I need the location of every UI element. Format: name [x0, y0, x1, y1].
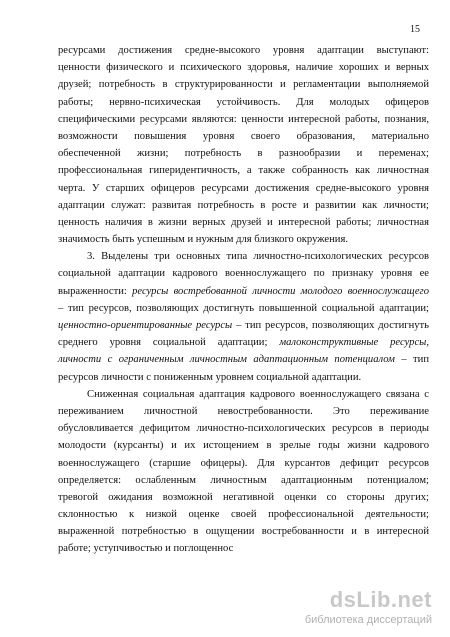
italic-text-segment: личности с ограниченным личностным адаптационным потенциалом	[58, 354, 395, 366]
body-text	[58, 42, 429, 558]
text-segment: ценности физического и психического здоровья, наличие хороших и верных	[58, 62, 429, 74]
text-line	[58, 369, 429, 386]
text-line	[58, 283, 429, 300]
text-segment: 3. Выделены три основных типа личностно-психологических ресурсов	[87, 251, 429, 263]
watermark-caption: библиотека диссертаций	[304, 614, 432, 626]
italic-text-segment: ценностно-ориентированные ресурсы	[58, 320, 233, 331]
text-segment: профессиональная гиперидентичность, а также собранность как личностная	[58, 165, 429, 177]
text-segment: работы; нервно-психическая устойчивость. Для молодых офицеров	[58, 96, 429, 108]
text-segment: переживанием личностной невостребованности. Это переживание	[58, 405, 429, 417]
text-line	[58, 317, 429, 334]
text-segment: обеспеченной жизни; потребность в разнообразии и переменах;	[58, 148, 429, 160]
text-line	[58, 455, 429, 472]
text-segment: – тип	[394, 354, 430, 366]
text-line	[58, 248, 429, 265]
italic-text-segment: малоконструктивные ресурсы,	[279, 337, 430, 349]
text-segment: значимость быть успешным и нужным для близкого окружения.	[58, 234, 348, 246]
text-segment: работе; уступчивостью и поглощеннос	[58, 543, 234, 555]
text-segment: друзей; потребность в структурированности и регламентации выполняемой	[58, 79, 429, 91]
watermark-logo: dsLib.net	[329, 587, 432, 612]
text-segment: – тип ресурсов, позволяющих достигнуть	[232, 320, 430, 331]
text-segment: среднего уровня социальной адаптации;	[58, 337, 280, 349]
text-segment: адаптации служат: развитая потребность в росте и развитии как личности;	[58, 199, 429, 211]
text-segment: ресурсов личности с пониженным уровнем социальной адаптации.	[58, 371, 362, 383]
text-segment: социальной адаптации кадрового военнослужащего по признаку уровня ее	[58, 268, 429, 280]
text-line	[58, 403, 429, 420]
text-segment: обусловливается дефицитом личностно-психологических ресурсов в периоды	[58, 423, 429, 435]
text-segment: военнослужащего (старшие офицеры). Для курсантов дефицит ресурсов	[58, 457, 429, 469]
text-segment: Сниженная социальная адаптация кадрового военнослужащего связана с	[87, 388, 429, 400]
text-line	[58, 300, 429, 317]
text-line	[58, 76, 429, 93]
text-segment: возможности повышения уровня своего образования, материально	[58, 130, 429, 142]
text-line	[58, 59, 429, 76]
text-line	[58, 214, 429, 231]
text-line	[58, 386, 429, 403]
text-segment: склонностью к низкой оценке своей профессиональной деятельности;	[58, 509, 429, 521]
text-segment: тревогой ожидания возможной негативной оценки со стороны других;	[58, 491, 429, 503]
text-segment: выраженности:	[58, 285, 133, 297]
text-segment: черта. У старших офицеров ресурсами достижения средне-высокого уровня	[58, 182, 429, 194]
text-segment: ресурсами достижения средне-высокого уровня адаптации выступают:	[58, 45, 429, 56]
text-line	[58, 420, 429, 437]
text-segment: ценность наличия в жизни верных друзей и интересной работы; личностная	[58, 216, 429, 228]
page-number: 15	[410, 24, 420, 35]
text-line	[58, 111, 429, 128]
text-line	[58, 472, 429, 489]
text-line	[58, 197, 429, 214]
text-line	[58, 489, 429, 506]
text-line	[58, 506, 429, 523]
watermark	[288, 587, 438, 631]
text-line	[58, 162, 429, 179]
text-segment: определяется: ослабленным личностным адаптационным потенциалом;	[58, 474, 429, 486]
text-line	[58, 94, 429, 111]
italic-text-segment: ресурсы востребованной личности молодого военнослужащего	[132, 285, 429, 297]
text-line	[58, 42, 429, 59]
text-line	[58, 540, 429, 557]
text-line	[58, 231, 429, 248]
text-line	[58, 128, 429, 145]
text-segment: выраженной потребностью в ощущении востребованности и в интересной	[58, 526, 429, 538]
text-line	[58, 180, 429, 197]
text-line	[58, 145, 429, 162]
text-line	[58, 523, 429, 540]
text-line	[58, 437, 429, 454]
text-line	[58, 265, 429, 282]
text-segment: специфическими ресурсами являются: ценности интересной работы, познания,	[58, 113, 429, 125]
text-segment: – тип ресурсов, позволяющих достигнуть повышенной социальной адаптации;	[58, 302, 429, 314]
text-line	[58, 334, 429, 351]
text-line	[58, 351, 429, 368]
text-segment: молодости (курсанты) и их истощением в зрелые годы жизни кадрового	[58, 440, 429, 452]
